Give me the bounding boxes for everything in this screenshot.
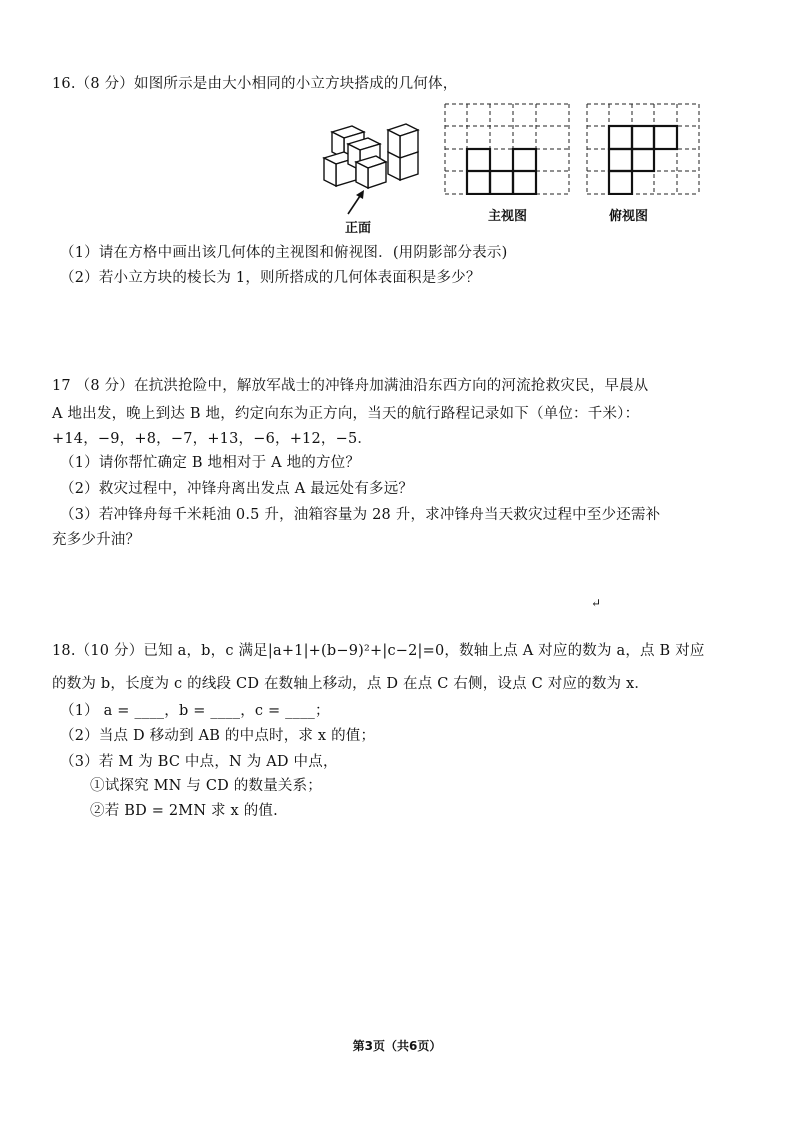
- q17-part3: （3）若冲锋舟每千米耗油 0.5 升，油箱容量为 28 升，求冲锋舟当天救灾过程中至少还需补: [60, 507, 661, 523]
- q17-part3-continued: 充多少升油？: [52, 532, 141, 548]
- q18-part2: （2）当点 D 移动到 AB 的中点时，求 x 的值；: [60, 728, 376, 744]
- q18-sub1: ①试探究 MN 与 CD 的数量关系；: [90, 778, 322, 794]
- q17-line3: +14，−9，+8，−7，+13，−6，+12，−5．: [52, 431, 373, 447]
- cube-stack-figure: [318, 118, 428, 190]
- main-view-label: 主视图: [488, 209, 528, 224]
- q17-line2: A 地出发，晚上到达 B 地，约定向东为正方向，当天的航行路程记录如下（单位：千米）：: [52, 406, 640, 422]
- q16-part1: （1）请在方格中画出该几何体的主视图和俯视图．(用阴影部分表示): [60, 245, 508, 261]
- front-arrow-icon: [340, 188, 370, 216]
- q16-part2: （2）若小立方块的棱长为 1，则所搭成的几何体表面积是多少？: [60, 270, 481, 286]
- q18-line1: 18.（10 分）已知 a，b，c 满足|a+1|+(b−9)²+|c−2|=0，数轴上点 A 对应的数为 a，点 B 对应: [52, 643, 705, 659]
- q18-part3: （3）若 M 为 BC 中点，N 为 AD 中点，: [60, 754, 338, 770]
- q17-line1: 17 （8 分）在抗洪抢险中，解放军战士的冲锋舟加满油沿东西方向的河流抢救灾民，早晨从: [52, 378, 649, 394]
- q18-sub2: ②若 BD = 2MN 求 x 的值.: [90, 803, 278, 819]
- top-view-label: 俯视图: [609, 209, 649, 224]
- main-view-grid[interactable]: [444, 103, 570, 195]
- q18-line2: 的数为 b，长度为 c 的线段 CD 在数轴上移动，点 D 在点 C 右侧，设点 C 对应的数为 x．: [52, 676, 650, 692]
- stray-mark: ↵: [591, 596, 602, 610]
- q16-stem: 16.（8 分）如图所示是由大小相同的小立方块搭成的几何体，: [52, 76, 458, 92]
- q17-part1: （1）请你帮忙确定 B 地相对于 A 地的方位？: [60, 455, 361, 471]
- page-footer: 第3页（共6页）: [352, 1039, 442, 1053]
- q17-part2: （2）救灾过程中，冲锋舟离出发点 A 最远处有多远？: [60, 481, 414, 497]
- q18-part1[interactable]: （1） a = ____，b = ____，c = ____；: [60, 703, 330, 719]
- front-label: 正面: [345, 221, 372, 236]
- top-view-grid[interactable]: [586, 103, 700, 195]
